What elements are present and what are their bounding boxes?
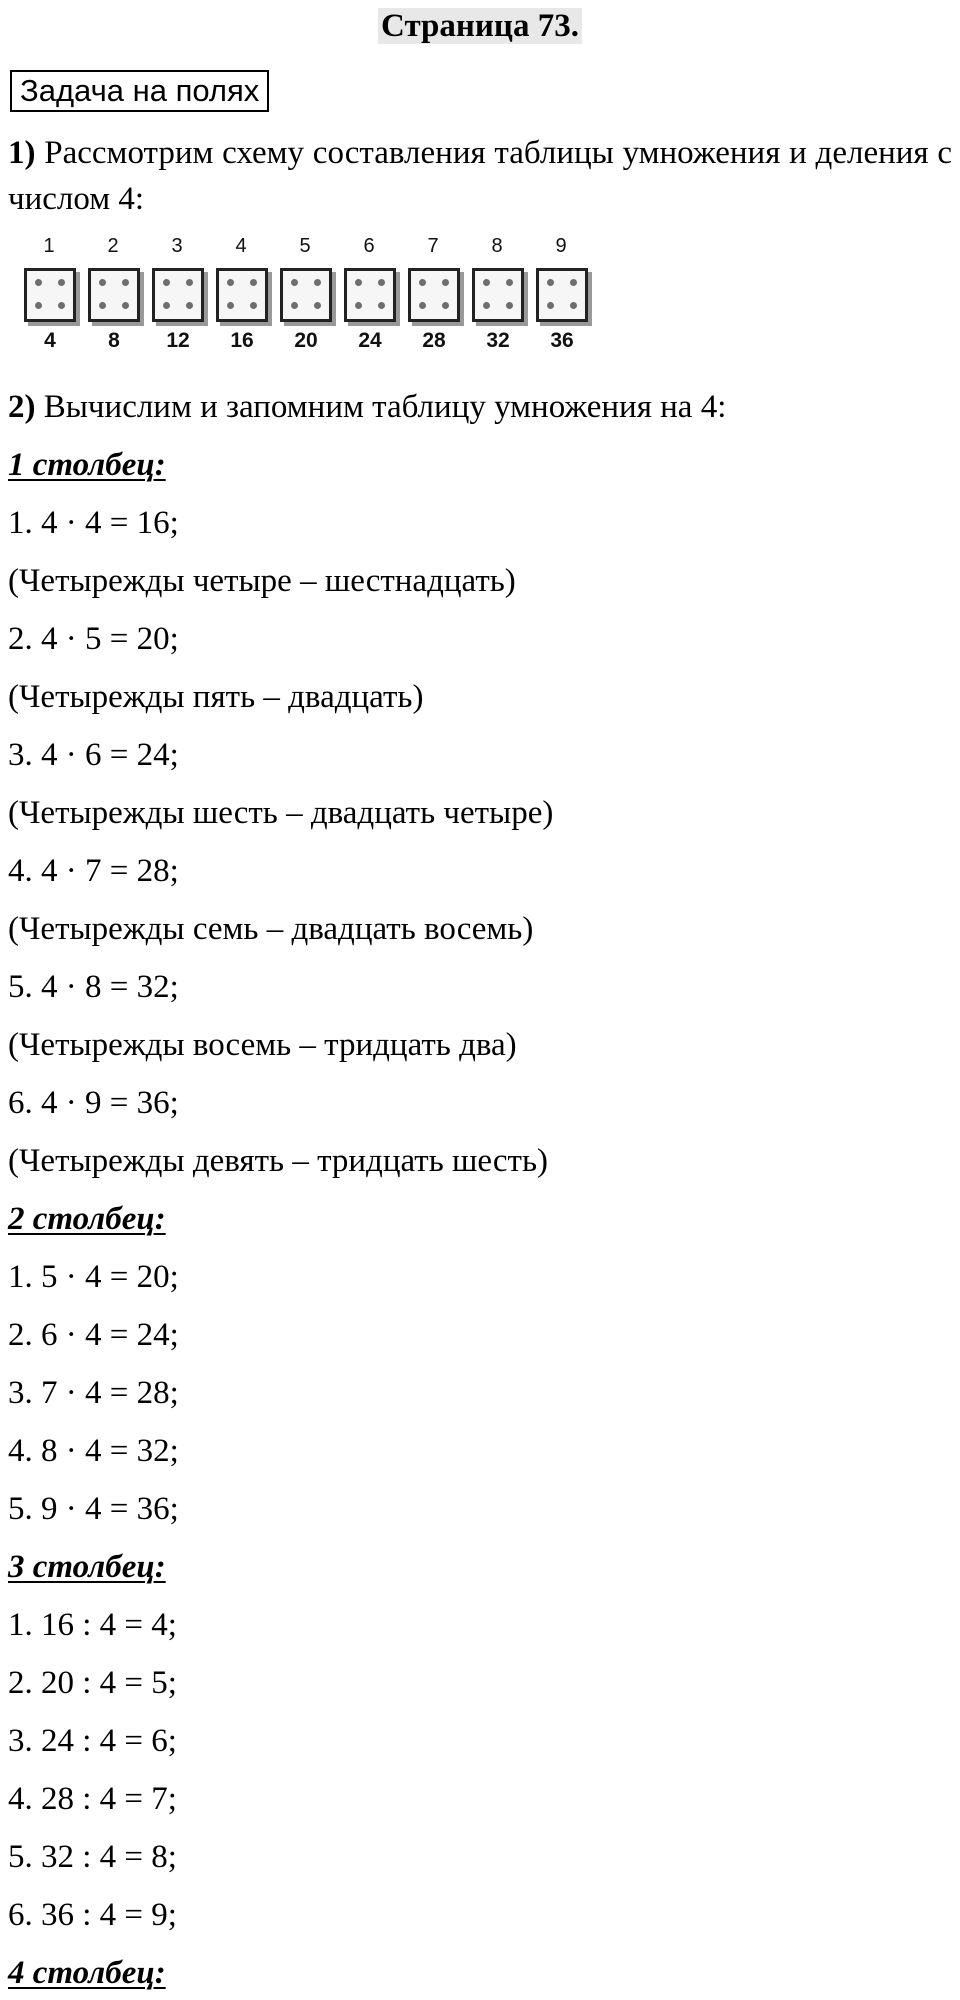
scheme-dot	[58, 302, 65, 309]
scheme-multiplier-label: 5	[299, 235, 311, 257]
scheme-product-label: 32	[486, 329, 510, 352]
scheme-dot	[99, 279, 106, 286]
scheme-product-label: 36	[550, 329, 574, 352]
scheme-dot-box	[216, 268, 268, 322]
scheme-dot	[291, 302, 298, 309]
equation-line: 3. 4 · 6 = 24;	[8, 737, 179, 773]
column-heading: 1 столбец:	[8, 447, 166, 483]
scheme-dot-box	[152, 268, 204, 322]
scheme-dot-box	[472, 268, 524, 322]
column-heading: 3 столбец:	[8, 1549, 166, 1585]
scheme-dot	[506, 302, 513, 309]
equation-line: 5. 9 · 4 = 36;	[8, 1491, 179, 1527]
scheme-dot	[442, 302, 449, 309]
equation-line: 6. 4 · 9 = 36;	[8, 1085, 179, 1121]
scheme-product-label: 4	[44, 329, 56, 352]
scheme-dot	[419, 302, 426, 309]
scheme-dot	[291, 279, 298, 286]
equation-line: 4. 4 · 7 = 28;	[8, 853, 179, 889]
scheme-dot	[314, 302, 321, 309]
scheme-dot	[250, 302, 257, 309]
scheme-dot-box	[344, 268, 396, 322]
step-1-text: Рассмотрим схему составления таблицы умножения и деления с числом 4:	[8, 135, 953, 217]
scheme-multiplier-label: 8	[491, 235, 503, 257]
scheme-multiplier-label: 2	[107, 235, 119, 257]
scheme-dot-box	[408, 268, 460, 322]
scheme-dot	[314, 279, 321, 286]
scheme-product-label: 28	[422, 329, 446, 352]
step-2-paragraph	[8, 384, 952, 430]
scheme-dot	[547, 279, 554, 286]
scheme-dot	[122, 279, 129, 286]
scheme-dot	[35, 302, 42, 309]
equation-line: 1. 5 · 4 = 20;	[8, 1259, 179, 1295]
scheme-dot	[163, 302, 170, 309]
scheme-cell	[148, 232, 206, 362]
scheme-dot	[483, 279, 490, 286]
scheme-dot	[35, 279, 42, 286]
scheme-dot	[186, 279, 193, 286]
scheme-cell	[84, 232, 142, 362]
equation-line: 2. 6 · 4 = 24;	[8, 1317, 179, 1353]
scheme-dot	[186, 302, 193, 309]
equation-line: 6. 36 : 4 = 9;	[8, 1897, 177, 1933]
scheme-dot	[227, 279, 234, 286]
equation-line: 2. 4 · 5 = 20;	[8, 621, 179, 657]
scheme-cell	[340, 232, 398, 362]
scheme-dot	[227, 302, 234, 309]
scheme-dot-box	[88, 268, 140, 322]
scheme-dot	[483, 302, 490, 309]
column-heading: 2 столбец:	[8, 1201, 166, 1237]
scheme-cell	[404, 232, 462, 362]
scheme-cell	[532, 232, 590, 362]
step-2-number: 2)	[8, 389, 36, 425]
scheme-dot	[250, 279, 257, 286]
verbal-reading-line: (Четырежды пять – двадцать)	[8, 679, 424, 715]
scheme-dot	[99, 302, 106, 309]
scheme-dot	[442, 279, 449, 286]
step-2-text: Вычислим и запомним таблицу умножения на 4:	[43, 389, 727, 425]
scheme-dot	[547, 302, 554, 309]
scheme-dot	[419, 279, 426, 286]
scheme-multiplier-label: 4	[235, 235, 247, 257]
scheme-cell	[276, 232, 334, 362]
scheme-multiplier-label: 1	[43, 235, 55, 257]
verbal-reading-line: (Четырежды восемь – тридцать два)	[8, 1027, 517, 1063]
page-title-text: Страница 73.	[378, 8, 582, 44]
scheme-dot	[355, 302, 362, 309]
scheme-dot	[378, 302, 385, 309]
column-heading: 4 столбец:	[8, 1955, 166, 1991]
scheme-dot	[58, 279, 65, 286]
equation-line: 4. 8 · 4 = 32;	[8, 1433, 179, 1469]
scheme-dot	[378, 279, 385, 286]
step-1-number: 1)	[8, 135, 36, 171]
scheme-multiplier-label: 6	[363, 235, 375, 257]
scheme-dot-box	[24, 268, 76, 322]
margin-task-label: Задача на полях	[10, 70, 269, 112]
verbal-reading-line: (Четырежды семь – двадцать восемь)	[8, 911, 534, 947]
scheme-cell	[468, 232, 526, 362]
scheme-cell	[212, 232, 270, 362]
scheme-product-label: 16	[230, 329, 254, 352]
page-title	[0, 4, 960, 48]
scheme-cell	[20, 232, 78, 362]
equation-line: 5. 32 : 4 = 8;	[8, 1839, 177, 1875]
verbal-reading-line: (Четырежды четыре – шестнадцать)	[8, 563, 516, 599]
scheme-dot	[355, 279, 362, 286]
verbal-reading-line: (Четырежды шесть – двадцать четыре)	[8, 795, 554, 831]
scheme-product-label: 12	[166, 329, 190, 352]
equation-line: 1. 4 · 4 = 16;	[8, 505, 179, 541]
multiplication-scheme-figure	[20, 232, 610, 362]
scheme-dot-box	[280, 268, 332, 322]
verbal-reading-line: (Четырежды девять – тридцать шесть)	[8, 1143, 549, 1179]
scheme-product-label: 8	[108, 329, 120, 352]
scheme-multiplier-label: 7	[427, 235, 439, 257]
equation-line: 1. 16 : 4 = 4;	[8, 1607, 177, 1643]
scheme-product-label: 24	[358, 329, 382, 352]
scheme-dot	[506, 279, 513, 286]
scheme-dot-box	[536, 268, 588, 322]
equation-line: 4. 28 : 4 = 7;	[8, 1781, 177, 1817]
equation-line: 3. 7 · 4 = 28;	[8, 1375, 179, 1411]
step-1-paragraph	[8, 130, 952, 222]
scheme-multiplier-label: 3	[171, 235, 183, 257]
scheme-dot	[122, 302, 129, 309]
equation-line: 3. 24 : 4 = 6;	[8, 1723, 177, 1759]
scheme-dot	[570, 279, 577, 286]
scheme-dot	[570, 302, 577, 309]
equation-line: 2. 20 : 4 = 5;	[8, 1665, 177, 1701]
scheme-dot	[163, 279, 170, 286]
equation-line: 5. 4 · 8 = 32;	[8, 969, 179, 1005]
scheme-product-label: 20	[294, 329, 318, 352]
scheme-multiplier-label: 9	[555, 235, 567, 257]
